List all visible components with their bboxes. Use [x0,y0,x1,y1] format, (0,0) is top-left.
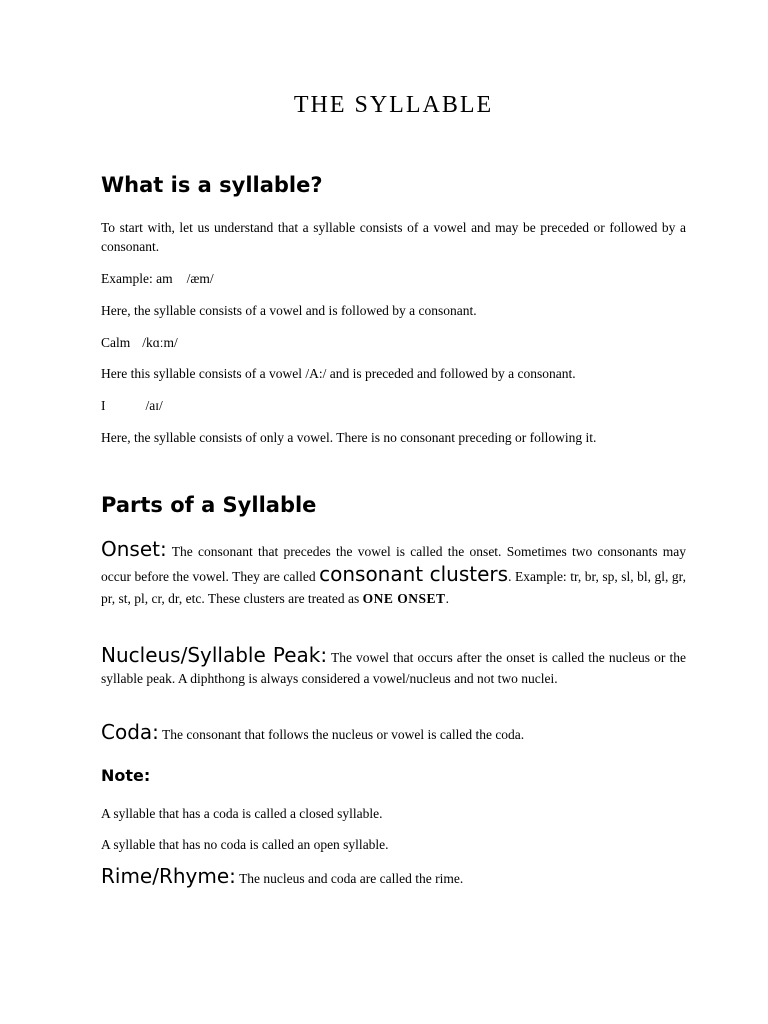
onset-term-consonant-clusters: consonant clusters [319,562,509,586]
rime-term: Rime/Rhyme: [101,864,236,888]
example-am [101,269,686,288]
example-calm-description: Here this syllable consists of a vowel /A:/ and is preceded and followed by a consonant. [101,366,576,381]
intro-paragraph: To start with, let us understand that a syllable consists of a vowel and may be preceded or followed by a consonant. [101,220,686,254]
note-heading: Note: [101,766,151,785]
note-closed-syllable: A syllable that has a coda is called a closed syllable. [101,806,383,821]
rime-paragraph [101,864,686,888]
example-calm-word: Calm [101,335,131,350]
onset-text-1: The consonant that precedes the vowel is called the onset. Sometimes two consonants may occur before the vowel. They are called [101,544,686,584]
nucleus-term: Nucleus/Syllable Peak: [101,643,328,667]
example-i-word: I [101,398,106,413]
example-i-ipa: /aɪ/ [145,398,163,413]
note-open-syllable: A syllable that has no coda is called an open syllable. [101,837,389,852]
nucleus-paragraph [101,645,686,689]
onset-paragraph [101,538,686,610]
onset-text-2: . Example: tr, br, sp, sl, bl, gl, gr, pr, st, pl, cr, dr, etc. These clusters are treated as [101,569,687,606]
coda-term: Coda: [101,720,159,744]
coda-text: The consonant that follows the nucleus or vowel is called the coda. [162,727,525,742]
section-heading-parts-of-syllable: Parts of a Syllable [101,493,317,517]
example-am-word: Example: am [101,271,173,286]
example-am-ipa: /æm/ [186,271,214,286]
example-i-description: Here, the syllable consists of only a vowel. There is no consonant preceding or following it. [101,430,597,445]
example-calm [101,333,686,352]
nucleus-text: The vowel that occurs after the onset is called the nucleus or the syllable peak. A diphthong is always considered a vowel/nucleus and not two nuclei. [101,650,686,686]
rime-text: The nucleus and coda are called the rime. [239,871,464,886]
example-calm-ipa: /kɑːm/ [142,335,178,350]
section-heading-what-is-syllable: What is a syllable? [101,173,323,197]
onset-term: Onset: [101,537,167,561]
onset-end: . [445,591,449,606]
example-am-description: Here, the syllable consists of a vowel and is followed by a consonant. [101,303,477,318]
page-title: THE SYLLABLE [293,92,494,118]
onset-emphasis: ONE ONSET [362,591,446,606]
coda-paragraph [101,720,686,744]
example-i [101,396,686,415]
